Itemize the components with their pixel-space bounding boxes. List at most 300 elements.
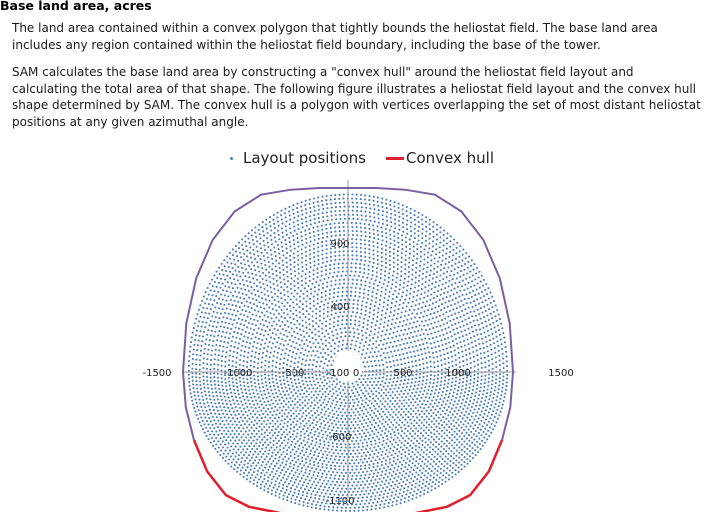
layout-position-point xyxy=(258,397,260,399)
layout-position-point xyxy=(335,490,337,492)
layout-position-point xyxy=(259,414,261,416)
layout-position-point xyxy=(290,273,292,275)
layout-position-point xyxy=(478,303,480,305)
layout-position-point xyxy=(246,420,248,422)
layout-position-point xyxy=(278,417,280,419)
layout-position-point xyxy=(308,318,310,320)
layout-position-point xyxy=(224,336,226,338)
layout-position-point xyxy=(428,412,430,414)
layout-position-point xyxy=(465,401,467,403)
layout-position-point xyxy=(309,258,311,260)
layout-position-point xyxy=(423,413,425,415)
layout-position-point xyxy=(368,365,370,367)
layout-position-point xyxy=(336,462,338,464)
layout-position-point xyxy=(250,360,252,362)
layout-position-point xyxy=(208,417,210,419)
layout-position-point xyxy=(393,360,395,362)
layout-position-point xyxy=(424,310,426,312)
layout-position-point xyxy=(421,237,423,239)
layout-position-point xyxy=(451,434,453,436)
layout-position-point xyxy=(403,487,405,489)
layout-position-point xyxy=(416,417,418,419)
layout-position-point xyxy=(473,418,475,420)
layout-position-point xyxy=(490,344,492,346)
layout-position-point xyxy=(438,285,440,287)
layout-position-point xyxy=(447,352,449,354)
layout-position-point xyxy=(425,432,427,434)
layout-position-point xyxy=(418,303,420,305)
layout-position-point xyxy=(408,261,410,263)
layout-position-point xyxy=(313,300,315,302)
layout-position-point xyxy=(384,453,386,455)
layout-position-point xyxy=(228,266,230,268)
layout-position-point xyxy=(433,361,435,363)
layout-position-point xyxy=(458,409,460,411)
layout-position-point xyxy=(371,410,373,412)
layout-position-point xyxy=(274,236,276,238)
layout-position-point xyxy=(429,228,431,230)
layout-position-point xyxy=(432,465,434,467)
layout-position-point xyxy=(400,499,402,501)
layout-position-point xyxy=(359,316,361,318)
layout-position-point xyxy=(328,461,330,463)
layout-position-point xyxy=(456,438,458,440)
layout-position-point xyxy=(280,479,282,481)
layout-position-point xyxy=(286,286,288,288)
layout-position-point xyxy=(381,206,383,208)
layout-position-point xyxy=(252,277,254,279)
layout-position-point xyxy=(419,369,421,371)
layout-position-point xyxy=(246,457,248,459)
layout-position-point xyxy=(331,207,333,209)
layout-position-point xyxy=(451,428,453,430)
layout-position-point xyxy=(203,379,205,381)
layout-position-point xyxy=(441,319,443,321)
layout-position-point xyxy=(452,278,454,280)
layout-position-point xyxy=(462,381,464,383)
layout-position-point xyxy=(237,332,239,334)
layout-position-point xyxy=(275,304,277,306)
layout-position-point xyxy=(433,396,435,398)
layout-position-point xyxy=(352,307,354,309)
layout-position-point xyxy=(199,384,201,386)
layout-position-point xyxy=(368,493,370,495)
layout-position-point xyxy=(411,279,413,281)
layout-position-point xyxy=(328,277,330,279)
layout-position-point xyxy=(396,359,398,361)
layout-position-point xyxy=(473,439,475,441)
layout-position-point xyxy=(354,395,356,397)
layout-position-point xyxy=(275,480,277,482)
layout-position-point xyxy=(400,261,402,263)
layout-position-point xyxy=(417,451,419,453)
layout-position-point xyxy=(354,348,356,350)
layout-position-point xyxy=(321,275,323,277)
layout-position-point xyxy=(441,260,443,262)
layout-position-point xyxy=(270,337,272,339)
layout-position-point xyxy=(451,259,453,261)
layout-position-point xyxy=(415,335,417,337)
layout-position-point xyxy=(352,218,354,220)
layout-position-point xyxy=(246,280,248,282)
layout-position-point xyxy=(411,447,413,449)
layout-position-point xyxy=(291,400,293,402)
layout-position-point xyxy=(263,334,265,336)
layout-position-point xyxy=(266,388,268,390)
layout-position-point xyxy=(334,198,336,200)
layout-position-point xyxy=(253,479,255,481)
layout-position-point xyxy=(349,274,351,276)
layout-position-point xyxy=(321,466,323,468)
layout-position-point xyxy=(303,425,305,427)
layout-position-point xyxy=(305,462,307,464)
layout-position-point xyxy=(271,303,273,305)
layout-position-point xyxy=(356,456,358,458)
layout-position-point xyxy=(234,392,236,394)
layout-position-point xyxy=(428,439,430,441)
layout-position-point xyxy=(433,461,435,463)
layout-position-point xyxy=(301,396,303,398)
layout-position-point xyxy=(378,307,380,309)
layout-position-point xyxy=(442,349,444,351)
layout-position-point xyxy=(499,401,501,403)
layout-position-point xyxy=(338,222,340,224)
layout-position-point xyxy=(485,409,487,411)
layout-position-point xyxy=(410,402,412,404)
layout-position-point xyxy=(437,395,439,397)
layout-position-point xyxy=(466,302,468,304)
layout-position-point xyxy=(370,480,372,482)
layout-position-point xyxy=(307,455,309,457)
layout-position-point xyxy=(247,306,249,308)
layout-position-point xyxy=(413,469,415,471)
layout-position-point xyxy=(302,270,304,272)
layout-position-point xyxy=(300,470,302,472)
layout-position-point xyxy=(266,237,268,239)
layout-position-point xyxy=(359,342,361,344)
layout-position-point xyxy=(425,216,427,218)
layout-position-point xyxy=(465,384,467,386)
layout-position-point xyxy=(499,334,501,336)
layout-position-point xyxy=(440,309,442,311)
layout-position-point xyxy=(459,406,461,408)
layout-position-point xyxy=(342,408,344,410)
layout-position-point xyxy=(485,433,487,435)
layout-position-point xyxy=(333,420,335,422)
layout-position-point xyxy=(441,369,443,371)
layout-position-point xyxy=(275,392,277,394)
layout-position-point xyxy=(449,431,451,433)
layout-position-point xyxy=(426,375,428,377)
layout-position-point xyxy=(396,273,398,275)
layout-position-point xyxy=(424,348,426,350)
layout-position-point xyxy=(261,439,263,441)
layout-position-point xyxy=(373,237,375,239)
layout-position-point xyxy=(321,381,323,383)
layout-position-point xyxy=(457,272,459,274)
layout-position-point xyxy=(393,388,395,390)
layout-position-point xyxy=(297,440,299,442)
layout-position-point xyxy=(369,396,371,398)
layout-position-point xyxy=(461,331,463,333)
layout-position-point xyxy=(407,430,409,432)
layout-position-point xyxy=(228,381,230,383)
layout-position-point xyxy=(426,481,428,483)
layout-position-point xyxy=(379,484,381,486)
layout-position-point xyxy=(375,279,377,281)
layout-position-point xyxy=(328,445,330,447)
layout-position-point xyxy=(369,312,371,314)
layout-position-point xyxy=(319,439,321,441)
layout-position-point xyxy=(506,360,508,362)
layout-position-point xyxy=(215,344,217,346)
layout-position-point xyxy=(219,392,221,394)
layout-position-point xyxy=(383,477,385,479)
layout-position-point xyxy=(418,394,420,396)
layout-position-point xyxy=(402,353,404,355)
layout-position-point xyxy=(355,344,357,346)
layout-position-point xyxy=(224,416,226,418)
layout-position-point xyxy=(376,267,378,269)
layout-position-point xyxy=(224,294,226,296)
layout-position-point xyxy=(496,409,498,411)
layout-position-point xyxy=(453,431,455,433)
layout-position-point xyxy=(452,340,454,342)
layout-position-point xyxy=(436,430,438,432)
layout-position-point xyxy=(377,331,379,333)
layout-position-point xyxy=(307,435,309,437)
layout-position-point xyxy=(429,361,431,363)
layout-position-point xyxy=(445,311,447,313)
layout-position-point xyxy=(370,441,372,443)
layout-position-point xyxy=(383,493,385,495)
layout-position-point xyxy=(274,432,276,434)
layout-position-point xyxy=(415,267,417,269)
layout-position-point xyxy=(360,210,362,212)
layout-position-point xyxy=(216,302,218,304)
layout-position-point xyxy=(326,248,328,250)
layout-position-point xyxy=(412,404,414,406)
layout-position-point xyxy=(297,459,299,461)
layout-position-point xyxy=(476,421,478,423)
layout-position-point xyxy=(214,387,216,389)
layout-position-point xyxy=(379,478,381,480)
layout-position-point xyxy=(290,490,292,492)
layout-position-point xyxy=(313,481,315,483)
layout-position-point xyxy=(342,315,344,317)
layout-position-point xyxy=(262,386,264,388)
layout-position-point xyxy=(425,230,427,232)
layout-position-point xyxy=(213,409,215,411)
layout-position-point xyxy=(385,428,387,430)
layout-position-point xyxy=(225,427,227,429)
layout-position-point xyxy=(381,451,383,453)
layout-position-point xyxy=(421,383,423,385)
layout-position-point xyxy=(356,465,358,467)
layout-position-point xyxy=(372,456,374,458)
layout-position-point xyxy=(212,340,214,342)
layout-position-point xyxy=(324,379,326,381)
layout-position-point xyxy=(359,267,361,269)
layout-position-point xyxy=(395,494,397,496)
layout-position-point xyxy=(424,463,426,465)
layout-position-point xyxy=(406,305,408,307)
layout-position-point xyxy=(470,337,472,339)
layout-position-point xyxy=(443,470,445,472)
layout-position-point xyxy=(330,199,332,201)
layout-position-point xyxy=(433,312,435,314)
layout-position-point xyxy=(319,479,321,481)
layout-position-point xyxy=(192,380,194,382)
layout-position-point xyxy=(243,433,245,435)
layout-position-point xyxy=(325,438,327,440)
layout-position-point xyxy=(458,382,460,384)
layout-position-point xyxy=(352,450,354,452)
layout-position-point xyxy=(214,331,216,333)
layout-position-point xyxy=(293,252,295,254)
layout-position-point xyxy=(344,327,346,329)
layout-position-point xyxy=(256,285,258,287)
layout-position-point xyxy=(441,364,443,366)
layout-position-point xyxy=(264,369,266,371)
layout-position-point xyxy=(283,422,285,424)
layout-position-point xyxy=(439,299,441,301)
layout-position-point xyxy=(305,255,307,257)
layout-position-point xyxy=(325,273,327,275)
layout-position-point xyxy=(308,412,310,414)
layout-position-point xyxy=(422,483,424,485)
layout-position-point xyxy=(277,289,279,291)
layout-position-point xyxy=(378,488,380,490)
layout-position-point xyxy=(337,414,339,416)
layout-position-point xyxy=(436,326,438,328)
layout-position-point xyxy=(249,246,251,248)
layout-position-point xyxy=(362,471,364,473)
layout-position-point xyxy=(372,249,374,251)
layout-position-point xyxy=(344,218,346,220)
layout-position-point xyxy=(313,454,315,456)
layout-position-point xyxy=(253,282,255,284)
layout-position-point xyxy=(449,411,451,413)
layout-position-point xyxy=(384,275,386,277)
layout-position-point xyxy=(505,351,507,353)
layout-position-point xyxy=(381,348,383,350)
layout-position-point xyxy=(280,281,282,283)
layout-position-point xyxy=(345,488,347,490)
layout-position-point xyxy=(264,259,266,261)
layout-position-point xyxy=(433,472,435,474)
layout-position-point xyxy=(299,404,301,406)
layout-position-point xyxy=(273,338,275,340)
layout-position-point xyxy=(506,356,508,358)
layout-position-point xyxy=(401,474,403,476)
layout-position-point xyxy=(491,363,493,365)
layout-position-point xyxy=(221,269,223,271)
layout-position-point xyxy=(356,202,358,204)
layout-position-point xyxy=(383,440,385,442)
layout-position-point xyxy=(322,212,324,214)
layout-position-point xyxy=(311,315,313,317)
layout-position-point xyxy=(286,262,288,264)
layout-position-point xyxy=(478,343,480,345)
layout-position-point xyxy=(264,458,266,460)
layout-position-point xyxy=(287,442,289,444)
layout-position-point xyxy=(464,420,466,422)
layout-position-point xyxy=(432,226,434,228)
layout-position-point xyxy=(391,475,393,477)
layout-position-point xyxy=(202,399,204,401)
layout-position-point xyxy=(366,496,368,498)
layout-position-point xyxy=(408,361,410,363)
layout-position-point xyxy=(421,397,423,399)
layout-position-point xyxy=(351,475,353,477)
layout-position-point xyxy=(235,337,237,339)
layout-position-point xyxy=(291,381,293,383)
layout-position-point xyxy=(206,298,208,300)
layout-position-point xyxy=(238,247,240,249)
layout-position-point xyxy=(447,266,449,268)
layout-position-point xyxy=(310,493,312,495)
layout-position-point xyxy=(423,368,425,370)
layout-position-point xyxy=(273,487,275,489)
layout-position-point xyxy=(324,336,326,338)
layout-position-point xyxy=(325,345,327,347)
layout-position-point xyxy=(317,342,319,344)
layout-position-point xyxy=(296,469,298,471)
layout-position-point xyxy=(414,219,416,221)
layout-position-point xyxy=(384,317,386,319)
layout-position-point xyxy=(268,300,270,302)
layout-position-point xyxy=(427,389,429,391)
layout-position-point xyxy=(350,343,352,345)
layout-position-point xyxy=(221,385,223,387)
layout-position-point xyxy=(251,273,253,275)
layout-position-point xyxy=(373,387,375,389)
layout-position-point xyxy=(494,326,496,328)
layout-position-point xyxy=(276,446,278,448)
layout-position-point xyxy=(384,382,386,384)
layout-position-point xyxy=(239,297,241,299)
layout-position-point xyxy=(425,245,427,247)
layout-position-point xyxy=(481,375,483,377)
layout-position-point xyxy=(385,258,387,260)
layout-position-point xyxy=(206,307,208,309)
layout-position-point xyxy=(343,210,345,212)
layout-position-point xyxy=(364,243,366,245)
layout-position-point xyxy=(264,315,266,317)
layout-position-point xyxy=(414,385,416,387)
layout-position-point xyxy=(408,449,410,451)
layout-position-point xyxy=(205,427,207,429)
layout-position-point xyxy=(247,337,249,339)
layout-position-point xyxy=(496,320,498,322)
layout-position-point xyxy=(340,418,342,420)
layout-position-point xyxy=(409,395,411,397)
layout-position-point xyxy=(280,214,282,216)
layout-position-point xyxy=(419,270,421,272)
layout-position-point xyxy=(401,257,403,259)
layout-position-point xyxy=(407,280,409,282)
layout-position-point xyxy=(255,336,257,338)
layout-position-point xyxy=(301,222,303,224)
layout-position-point xyxy=(349,402,351,404)
layout-position-point xyxy=(432,406,434,408)
layout-position-point xyxy=(304,364,306,366)
layout-position-point xyxy=(397,259,399,261)
layout-position-point xyxy=(309,215,311,217)
layout-position-point xyxy=(254,294,256,296)
layout-position-point xyxy=(297,476,299,478)
